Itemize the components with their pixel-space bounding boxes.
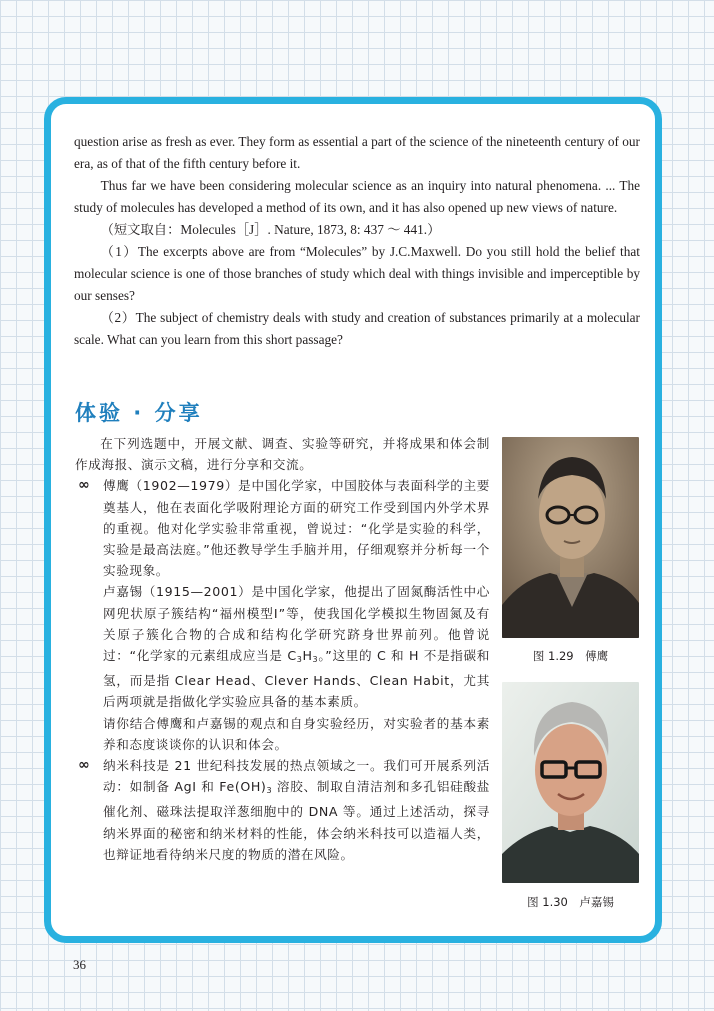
question-2: （2）The subject of chemistry deals with study and creation of substances primarily at a molecular scale. What can you learn from this short passage? <box>74 310 640 347</box>
excerpt-source: （短文取自：Molecules［J］. Nature, 1873, 8: 437 ～ 441.） <box>100 222 441 237</box>
fu-ying-photo <box>502 437 639 638</box>
section-intro: 在下列选题中，开展文献、调查、实验等研究，并将成果和体会制作成海报、演示文稿，进行分享和交流。 <box>75 436 490 473</box>
english-excerpt <box>74 131 640 351</box>
nanotech-paragraph: 纳米科技是 21 世纪科技发展的热点领域之一。我们可开展系列活动：如制备 AgI 和 $Fe(OH)_3$ 溶胶、制取自清洁剂和多孔铝硅酸盐催化剂、磁珠法提取洋葱细胞中的 DNA 等。通过上述活动，探寻纳米界面的秘密和纳米材料的性能，体会纳米科技可以造福人类，也辩证地看待纳米尺度的物质的潜在风险。 <box>103 758 491 862</box>
excerpt-paragraph-1: question arise as fresh as ever. They form as essential a part of the science of the nineteenth century of our era, as of that of the fifth century before it. <box>74 134 640 171</box>
fu-ying-paragraph: 傅鹰（1902—1979）是中国化学家，中国胶体与表面科学的主要奠基人，他在表面化学吸附理论方面的研究工作受到国内外学术界的重视。他对化学实验非常重视，曾说过：“化学是实验的科学，实验是最高法庭。”他还教导学生手脑并用，仔细观察并分析每一个实验现象。 <box>103 478 490 579</box>
lu-jiaxi-paragraph: 卢嘉锡（1915—2001）是中国化学家，他提出了固氮酶活性中心网兜状原子簇结构“福州模型Ⅰ”等，使我国化学模拟生物固氮及有关原子簇化合物的合成和结构化学研究跻身世界前列。他曾说过：“化学家的元素组成应当是 $C_3H_3$。”这里的 C 和 H 不是指碳和氢，而是指 Clear Head、Clever Hands、Clean Habit，尤其后两项就是指做化学实验应具备的基本素质。 <box>103 584 491 710</box>
activity-item-1 <box>75 475 490 755</box>
infinity-bullet-icon: ∞ <box>78 477 91 494</box>
activity-section <box>75 433 490 865</box>
page-number: 36 <box>73 957 86 972</box>
figure-caption-1-29: 图 1.29 傅鹰 <box>532 649 609 663</box>
infinity-bullet-icon: ∞ <box>78 757 91 774</box>
question-1: （1）The excerpts above are from “Molecules” by J.C.Maxwell. Do you still hold the belief that molecular science is one of those branches of study which deal with things invisible and imperceptible by our senses? <box>74 244 640 303</box>
reflection-prompt: 请你结合傅鹰和卢嘉锡的观点和自身实验经历，对实验者的基本素养和态度谈谈你的认识和体会。 <box>103 715 490 752</box>
activity-item-2 <box>75 755 490 865</box>
figure-caption-1-30: 图 1.30 卢嘉锡 <box>527 895 614 909</box>
lu-jiaxi-photo <box>502 682 639 883</box>
section-heading: 体验 · 分享 <box>75 401 203 425</box>
excerpt-paragraph-2: Thus far we have been considering molecular science as an inquiry into natural phenomena. ... The study of molecules has developed a method of its own, and it has also opened up new views of nature. <box>74 178 640 215</box>
